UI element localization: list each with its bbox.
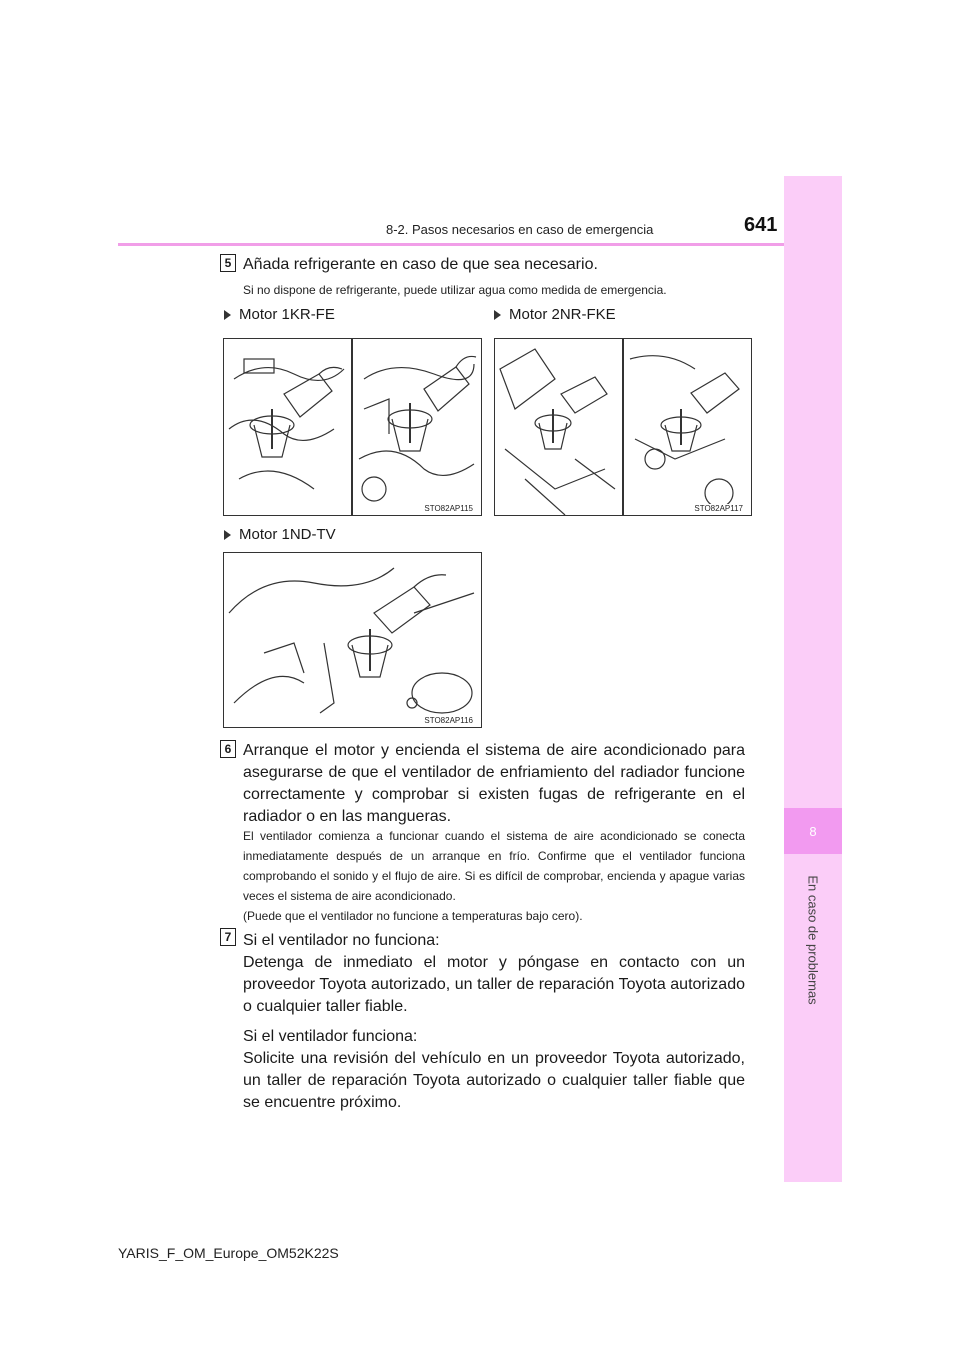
figure-2nr-engine	[494, 338, 752, 516]
figure-label-2nr: Motor 2NR-FKE	[494, 306, 616, 323]
chapter-number: 8	[784, 808, 842, 854]
step-5-text: Añada refrigerante en caso de que sea necesario.	[243, 256, 598, 273]
step-badge-7: 7	[220, 928, 236, 946]
figure-1nd-engine	[223, 552, 482, 728]
figure-1kr-engine	[223, 338, 482, 516]
triangle-bullet-icon	[224, 310, 231, 320]
step-6-note: El ventilador comienza a funcionar cuando el sistema de aire acondicionado se conecta inmediatamente después de un arranque en frío. Confirme que el ventilador funciona comprobando el sonido y el flujo de aire. Si es difícil de comprobar, encienda y apague varias veces el sistema de aire acondicionado.	[243, 829, 745, 903]
step-7-if-yes-title: Si el ventilador funciona:	[243, 1028, 418, 1045]
figure-label-1nd: Motor 1ND-TV	[224, 526, 336, 543]
step-badge-6: 6	[220, 740, 236, 758]
step-7-if-yes-text: Solicite una revisión del vehículo en un proveedor Toyota autorizado, un taller de reparación Toyota autorizado o cualquier taller fiable que se encuentre próximo.	[243, 1050, 745, 1111]
step-7-if-not-title: Si el ventilador no funciona:	[243, 932, 440, 949]
triangle-bullet-icon	[494, 310, 501, 320]
chapter-side-tab	[784, 176, 842, 1182]
figure-label-1kr: Motor 1KR-FE	[224, 306, 335, 323]
section-title: 8-2. Pasos necesarios en caso de emergencia	[386, 222, 654, 237]
triangle-bullet-icon	[224, 530, 231, 540]
engine-illustration-icon	[224, 553, 481, 727]
document-id: YARIS_F_OM_Europe_OM52K22S	[118, 1245, 339, 1261]
step-7-if-not-text: Detenga de inmediato el motor y póngase en contacto con un proveedor Toyota autorizado, un taller de reparación Toyota autorizado o cualquier taller fiable.	[243, 954, 745, 1015]
page-number: 641	[744, 214, 778, 236]
step-6-note-2: (Puede que el ventilador no funcione a temperaturas bajo cero).	[243, 909, 583, 923]
engine-illustration-icon	[495, 339, 751, 515]
figure-code-115: STO82AP115	[424, 504, 473, 513]
step-badge-5: 5	[220, 254, 236, 272]
header-rule	[118, 243, 784, 246]
step-5-note: Si no dispone de refrigerante, puede utilizar agua como medida de emergencia.	[243, 283, 667, 297]
figure-code-117: STO82AP117	[694, 504, 743, 513]
figure-code-116: STO82AP116	[424, 716, 473, 725]
engine-illustration-icon	[224, 339, 481, 515]
step-6-text: Arranque el motor y encienda el sistema de aire acondicionado para asegurarse de que el ventilador de enfriamiento del radiador funcione correctamente y comprobar si existen fugas de refrigerante en el radiador o en las mangueras.	[243, 742, 745, 825]
